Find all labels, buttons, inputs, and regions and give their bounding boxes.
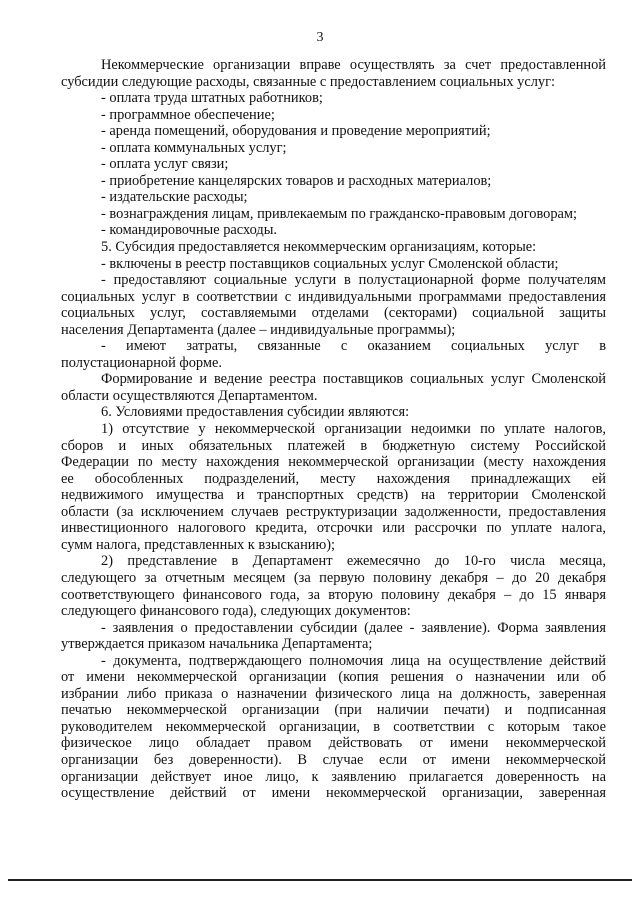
text-line: 6. Условиями предоставления субсидии являются: [101, 404, 410, 421]
text-line: Некоммерческие организации вправе осуществлять за счет предоставленной [101, 57, 606, 73]
text-line: осуществление действий от имени некоммерческой организации, заверенная [61, 785, 606, 802]
text-line: сборов и иных обязательных платежей в бюджетную систему Российской [61, 437, 606, 454]
text-line: утверждается приказом начальника Департамента; [61, 636, 373, 653]
text-line: следующего финансового года), следующих документов: [61, 603, 411, 620]
text-line: - оплата коммунальных услуг; [101, 139, 287, 156]
text-line: избрании либо приказа о назначении физического лица на должность, заверенная [61, 685, 606, 702]
text-line: 2) представление в Департамент ежемесячно до 10-го числа месяца, [101, 553, 606, 570]
text-line: - программное обеспечение; [101, 106, 275, 123]
text-line: следующего за отчетным месяцем (за первую половину декабря – до 20 декабря [61, 569, 606, 586]
text-line: субсидии следующие расходы, связанные с предоставлением социальных услуг: [61, 73, 555, 90]
text-line: инвестиционного налогового кредита, отсрочки или рассрочки по уплате налога, [61, 520, 606, 537]
text-line: - оплата труда штатных работников; [101, 90, 323, 107]
text-line: Федерации по месту нахождения некоммерческой организации (месту нахождения [61, 454, 606, 471]
text-line: Формирование и ведение реестра поставщиков социальных услуг Смоленской [101, 371, 606, 388]
text-line: - приобретение канцелярских товаров и расходных материалов; [101, 172, 492, 189]
text-line: полустационарной форме. [61, 354, 222, 371]
text-line: - имеют затраты, связанные с оказанием социальных услуг в [101, 338, 606, 355]
text-line: - включены в реестр поставщиков социальных услуг Смоленской области; [101, 255, 559, 272]
text-line: - издательские расходы; [101, 189, 248, 206]
text-line: области осуществляются Департаментом. [61, 387, 318, 404]
text-line: 5. Субсидия предоставляется некоммерческим организациям, которые: [101, 239, 537, 256]
text-line: - вознаграждения лицам, привлекаемым по гражданско-правовым договорам; [101, 205, 578, 222]
text-line: сумм налога, представленных к взысканию); [61, 536, 336, 553]
text-line: 1) отсутствие у некоммерческой организации недоимки по уплате налогов, [101, 421, 606, 438]
text-line: населения Департамента (далее – индивидуальные программы); [61, 321, 456, 338]
text-line: - предоставляют социальные услуги в полустационарной форме получателям [101, 272, 606, 289]
text-line: физическое лицо обладает правом действовать от имени некоммерческой [61, 735, 606, 752]
text-line: печатью некоммерческой организации (при наличии печати) и подписанная [61, 702, 606, 719]
text-line: социальных услуг, составляемыми отделами (секторами) социальной защиты [61, 305, 606, 322]
text-line: соответствующего финансового года, за вторую половину декабря – до 15 января [61, 586, 606, 603]
text-line: - аренда помещений, оборудования и проведение мероприятий; [101, 123, 491, 140]
text-line: социальных услуг в соответствии с индивидуальными программами предоставления [61, 288, 606, 305]
text-line: недвижимого имущества и транспортных средств) на территории Смоленской [61, 487, 606, 504]
text-line: руководителем некоммерческой организации, в соответствии с которым такое [61, 718, 606, 735]
text-line: - документа, подтверждающего полномочия лица на осуществление действий [101, 652, 606, 669]
text-line: области (за исключением случаев реструктуризации задолженности, предоставления [61, 503, 606, 520]
text-line: - командировочные расходы. [101, 222, 277, 239]
text-line: организации без доверенности). В случае если от имени некоммерческой [61, 751, 606, 768]
text-line: организации действует иное лицо, к заявлению прилагается доверенность на [61, 768, 606, 785]
text-line: ее обособленных подразделений, месту нахождения принадлежащих ей [61, 470, 606, 487]
page-number: 3 [316, 30, 324, 45]
text-line: - оплата услуг связи; [101, 156, 229, 173]
text-line: от имени некоммерческой организации (копия решения о назначении или об [61, 669, 606, 686]
page-bottom-rule [8, 879, 632, 881]
document-body [61, 57, 606, 802]
text-line: - заявления о предоставлении субсидии (далее - заявление). Форма заявления [101, 619, 606, 636]
